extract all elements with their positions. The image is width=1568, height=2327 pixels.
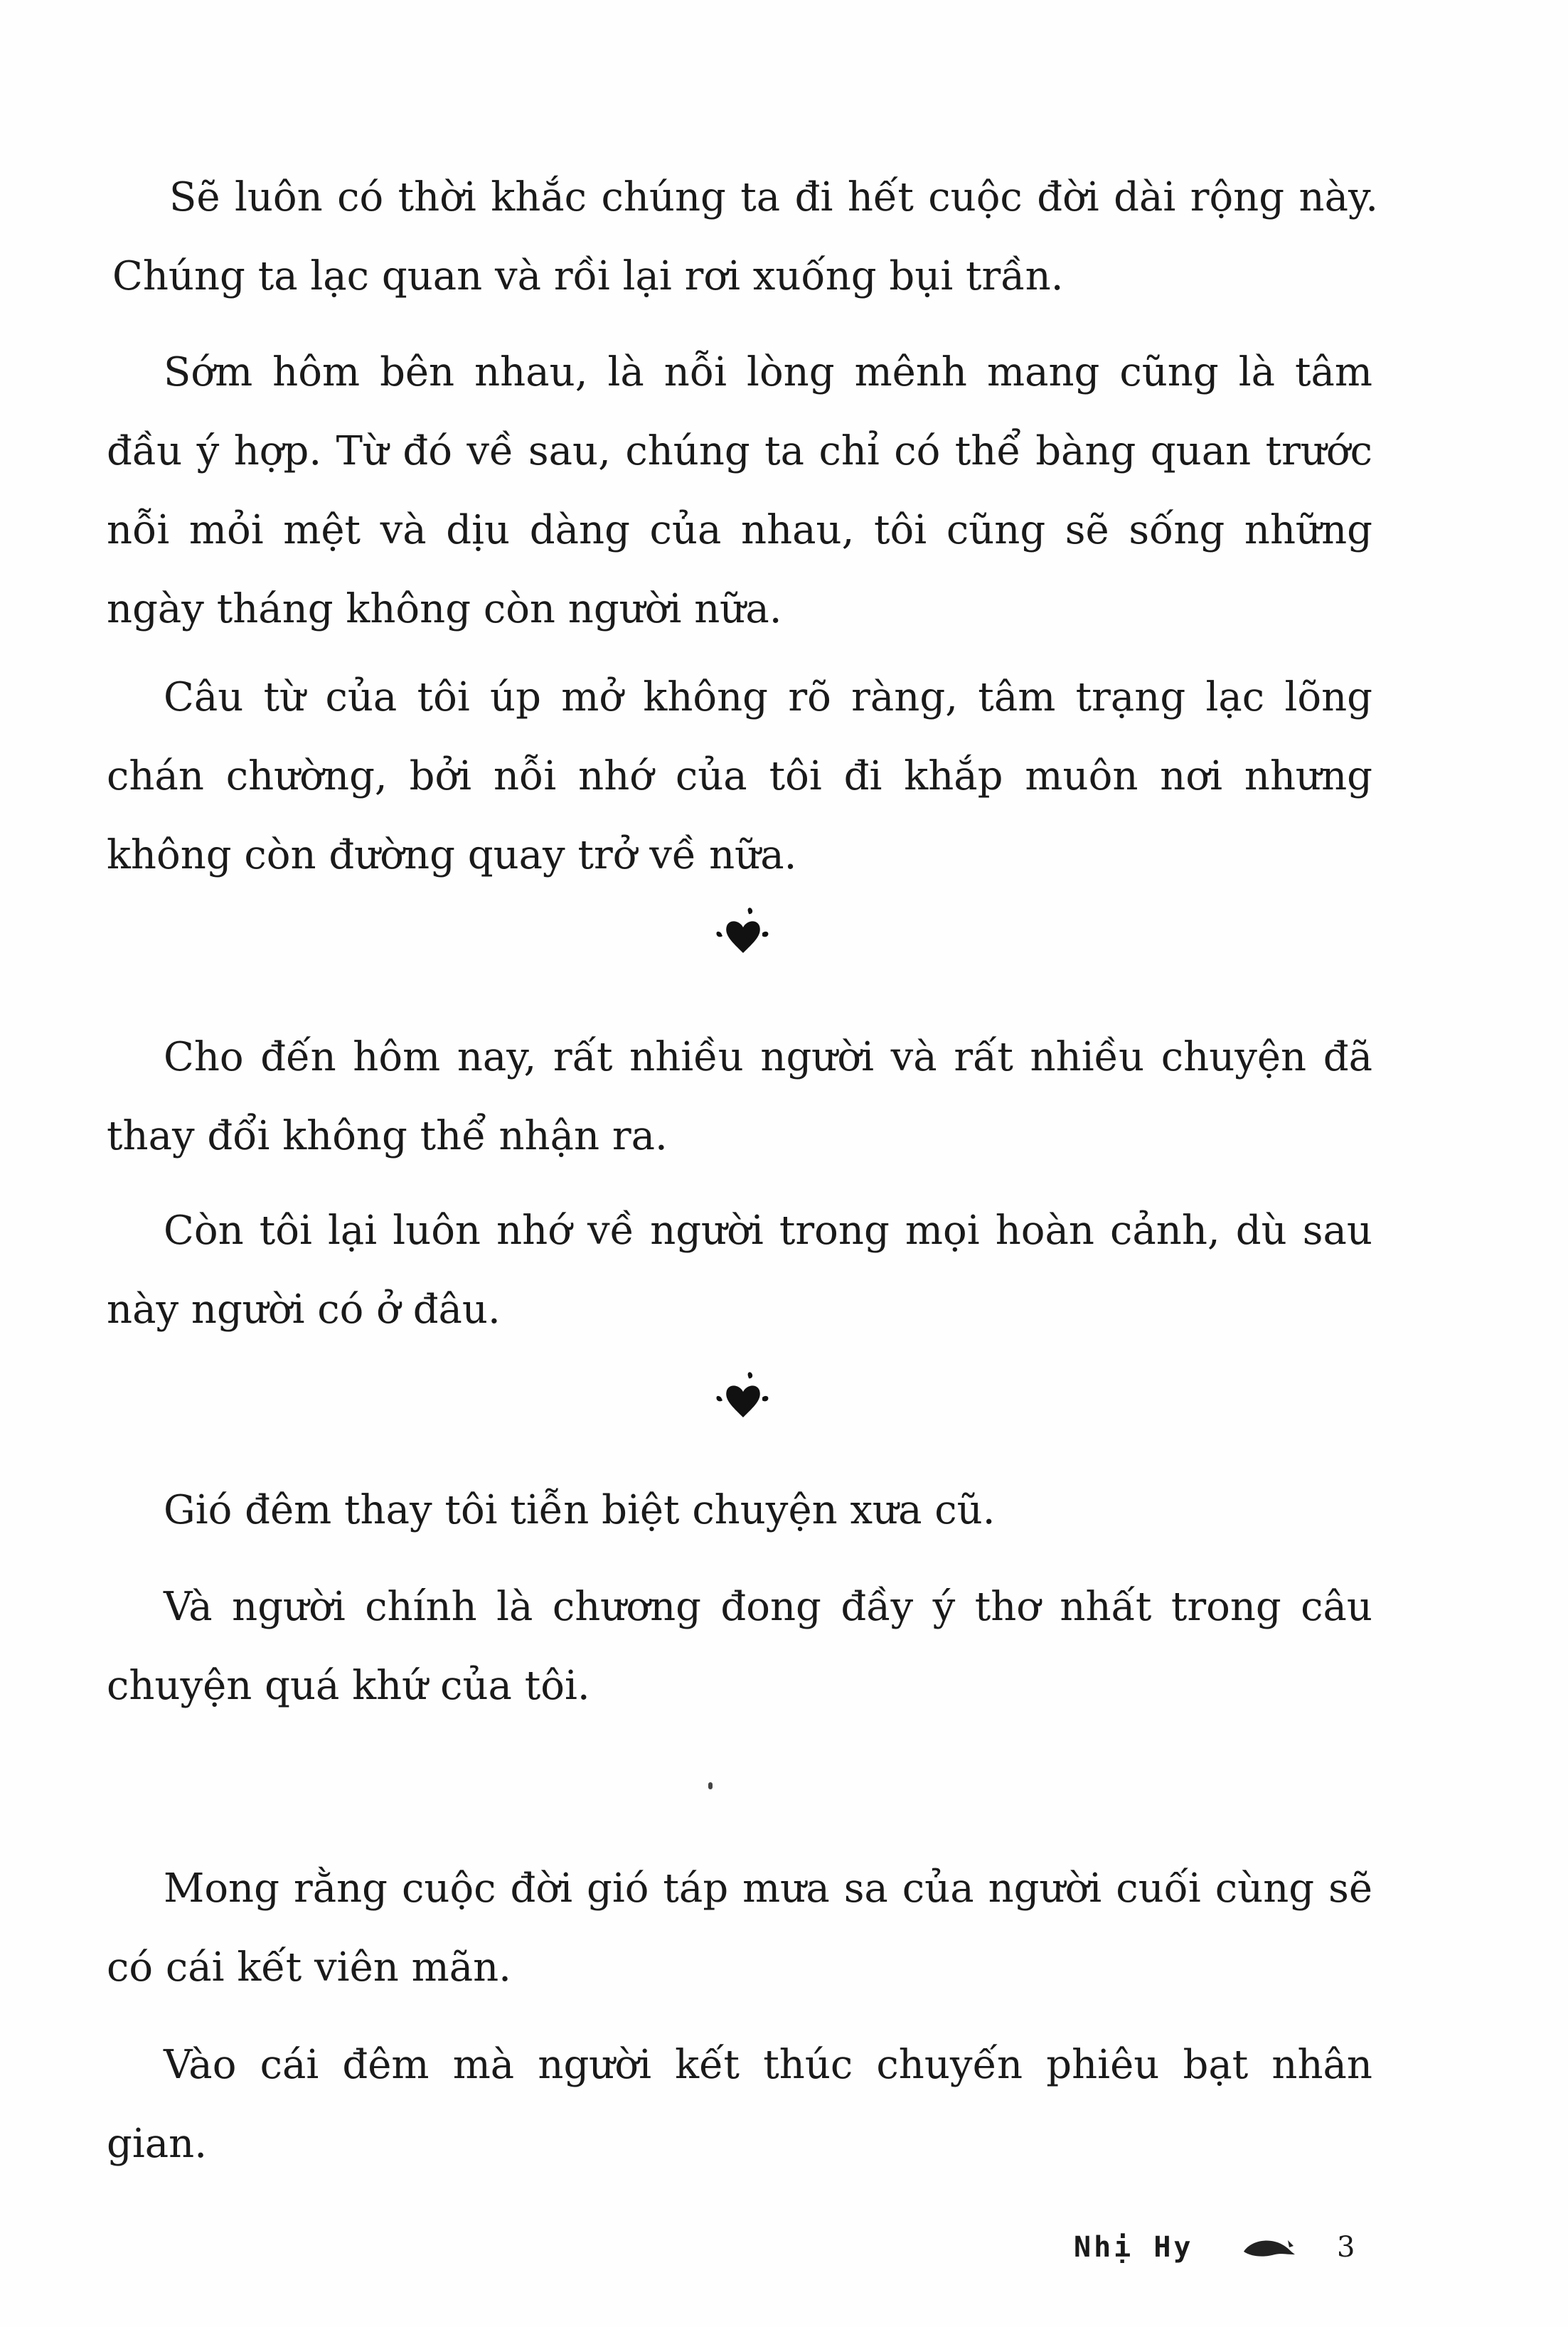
paragraph-2: Sớm hôm bên nhau, là nỗi lòng mênh mang cũng là tâm đầu ý hợp. Từ đó về sau, chúng ta chỉ có thể bàng quan trước nỗi mỏi mệt và dịu dàng của nhau, tôi cũng sẽ sống những ngày tháng không còn người nữa. [107,349,1372,632]
leaf-ornament-icon [1241,2233,1298,2262]
paragraph-5: Còn tôi lại luôn nhớ về người trong mọi hoàn cảnh, dù sau này người có ở đâu. [107,1208,1372,1333]
paragraph-8: Mong rằng cuộc đời gió táp mưa sa của người cuối cùng sẽ có cái kết viên mãn. [107,1865,1372,1991]
paragraph-4: Cho đến hôm nay, rất nhiều người và rất nhiều chuyện đã thay đổi không thể nhận ra. [107,1034,1372,1159]
heart-ornament-icon [711,903,775,960]
paragraph-9: Vào cái đêm mà người kết thúc chuyến phiêu bạt nhân gian. [107,2042,1372,2167]
paragraph-3: Câu từ của tôi úp mở không rõ ràng, tâm trạng lạc lõng chán chường, bởi nỗi nhớ của tôi đi khắp muôn nơi nhưng không còn đường quay trở về nữa. [107,674,1372,878]
stray-dot [708,1782,713,1789]
page-number: 3 [1337,2231,1355,2264]
paragraph-6: Gió đêm thay tôi tiễn biệt chuyện xưa cũ. [164,1487,996,1533]
footer-author: Nhị Hy [1074,2231,1194,2264]
heart-ornament-icon [711,1368,775,1425]
page-footer [1067,2226,1365,2269]
paragraph-7: Và người chính là chương đong đầy ý thơ nhất trong câu chuyện quá khứ của tôi. [107,1584,1372,1709]
paragraph-1: Sẽ luôn có thời khắc chúng ta đi hết cuộc đời dài rộng này. Chúng ta lạc quan và rồi lại rơi xuống bụi trần. [112,174,1378,299]
